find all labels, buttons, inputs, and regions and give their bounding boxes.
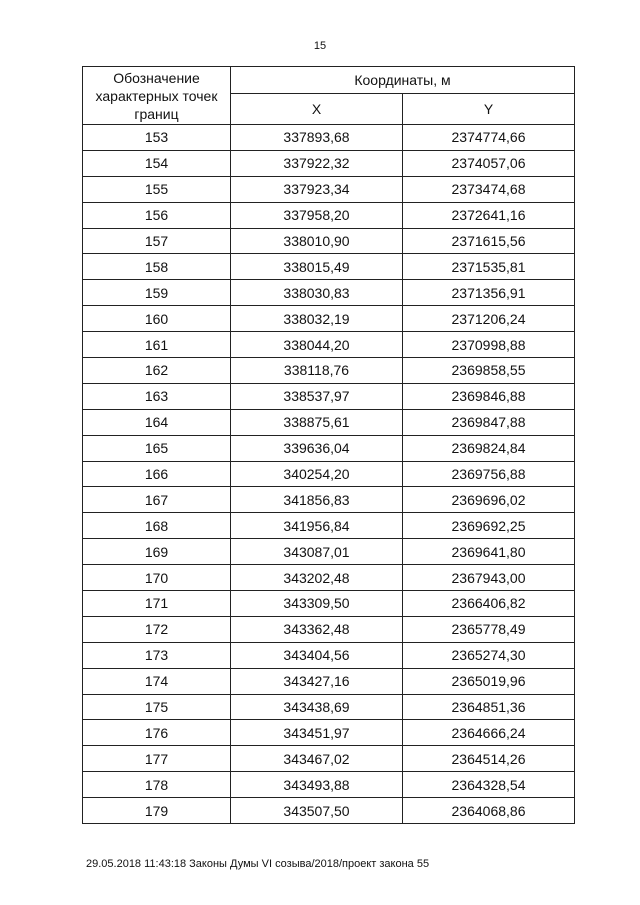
table-row (83, 591, 575, 617)
y-coordinate-cell: 2369692,25 (403, 513, 575, 539)
y-coordinate-cell: 2370998,88 (403, 332, 575, 358)
x-coordinate-cell: 337922,32 (231, 150, 403, 176)
point-id-cell: 173 (83, 642, 231, 668)
table-row (83, 539, 575, 565)
y-coordinate-cell: 2364851,36 (403, 694, 575, 720)
y-coordinate-cell: 2364328,54 (403, 772, 575, 798)
point-id-cell: 158 (83, 254, 231, 280)
point-id-cell: 164 (83, 409, 231, 435)
y-coordinate-cell: 2365778,49 (403, 616, 575, 642)
y-coordinate-cell: 2369824,84 (403, 435, 575, 461)
x-coordinate-cell: 338537,97 (231, 383, 403, 409)
x-coordinate-cell: 343507,50 (231, 798, 403, 824)
point-id-cell: 155 (83, 176, 231, 202)
point-id-cell: 161 (83, 332, 231, 358)
table-row (83, 694, 575, 720)
table-row (83, 565, 575, 591)
table-row (83, 616, 575, 642)
table-row (83, 228, 575, 254)
x-coordinate-cell: 340254,20 (231, 461, 403, 487)
x-coordinate-cell: 339636,04 (231, 435, 403, 461)
table-row (83, 746, 575, 772)
point-id-cell: 169 (83, 539, 231, 565)
header-y: Y (403, 94, 575, 125)
x-coordinate-cell: 338044,20 (231, 332, 403, 358)
point-id-cell: 166 (83, 461, 231, 487)
x-coordinate-cell: 337958,20 (231, 202, 403, 228)
x-coordinate-cell: 338030,83 (231, 280, 403, 306)
point-id-cell: 157 (83, 228, 231, 254)
point-id-cell: 167 (83, 487, 231, 513)
x-coordinate-cell: 338032,19 (231, 306, 403, 332)
table-row (83, 642, 575, 668)
x-coordinate-cell: 343438,69 (231, 694, 403, 720)
table-row (83, 513, 575, 539)
point-id-cell: 178 (83, 772, 231, 798)
table-row (83, 383, 575, 409)
table-row (83, 125, 575, 151)
table-row (83, 176, 575, 202)
y-coordinate-cell: 2369847,88 (403, 409, 575, 435)
table-row (83, 150, 575, 176)
point-id-cell: 175 (83, 694, 231, 720)
point-id-cell: 171 (83, 591, 231, 617)
table-row (83, 798, 575, 824)
point-id-cell: 162 (83, 358, 231, 384)
y-coordinate-cell: 2367943,00 (403, 565, 575, 591)
x-coordinate-cell: 338875,61 (231, 409, 403, 435)
point-id-cell: 156 (83, 202, 231, 228)
point-id-cell: 172 (83, 616, 231, 642)
x-coordinate-cell: 338010,90 (231, 228, 403, 254)
header-point-id: Обозначение характерных точек границ (83, 67, 231, 125)
x-coordinate-cell: 343404,56 (231, 642, 403, 668)
y-coordinate-cell: 2373474,68 (403, 176, 575, 202)
y-coordinate-cell: 2371356,91 (403, 280, 575, 306)
x-coordinate-cell: 343087,01 (231, 539, 403, 565)
point-id-cell: 159 (83, 280, 231, 306)
footer-stamp: 29.05.2018 11:43:18 Законы Думы VI созыва/2018/проект закона 55 (86, 858, 430, 870)
y-coordinate-cell: 2371615,56 (403, 228, 575, 254)
point-id-cell: 153 (83, 125, 231, 151)
table-row (83, 461, 575, 487)
x-coordinate-cell: 341956,84 (231, 513, 403, 539)
y-coordinate-cell: 2371206,24 (403, 306, 575, 332)
point-id-cell: 163 (83, 383, 231, 409)
point-id-cell: 179 (83, 798, 231, 824)
table-row (83, 409, 575, 435)
y-coordinate-cell: 2366406,82 (403, 591, 575, 617)
page-number: 15 (313, 40, 327, 52)
point-id-cell: 160 (83, 306, 231, 332)
coordinates-table (82, 66, 575, 824)
y-coordinate-cell: 2374774,66 (403, 125, 575, 151)
point-id-cell: 170 (83, 565, 231, 591)
y-coordinate-cell: 2369641,80 (403, 539, 575, 565)
y-coordinate-cell: 2369858,55 (403, 358, 575, 384)
y-coordinate-cell: 2364514,26 (403, 746, 575, 772)
point-id-cell: 177 (83, 746, 231, 772)
table-row (83, 358, 575, 384)
point-id-cell: 154 (83, 150, 231, 176)
y-coordinate-cell: 2372641,16 (403, 202, 575, 228)
x-coordinate-cell: 337893,68 (231, 125, 403, 151)
point-id-cell: 168 (83, 513, 231, 539)
y-coordinate-cell: 2371535,81 (403, 254, 575, 280)
y-coordinate-cell: 2369696,02 (403, 487, 575, 513)
table-row (83, 435, 575, 461)
y-coordinate-cell: 2369846,88 (403, 383, 575, 409)
table-row (83, 280, 575, 306)
x-coordinate-cell: 343202,48 (231, 565, 403, 591)
table-row (83, 332, 575, 358)
y-coordinate-cell: 2364068,86 (403, 798, 575, 824)
table-row (83, 254, 575, 280)
x-coordinate-cell: 343467,02 (231, 746, 403, 772)
y-coordinate-cell: 2364666,24 (403, 720, 575, 746)
table-body (83, 125, 575, 824)
table-row (83, 720, 575, 746)
header-coordinates: Координаты, м (231, 67, 575, 94)
x-coordinate-cell: 343427,16 (231, 668, 403, 694)
point-id-cell: 176 (83, 720, 231, 746)
table-row (83, 668, 575, 694)
table-header (83, 67, 575, 125)
table-row (83, 487, 575, 513)
x-coordinate-cell: 338015,49 (231, 254, 403, 280)
x-coordinate-cell: 338118,76 (231, 358, 403, 384)
x-coordinate-cell: 343493,88 (231, 772, 403, 798)
x-coordinate-cell: 337923,34 (231, 176, 403, 202)
y-coordinate-cell: 2369756,88 (403, 461, 575, 487)
x-coordinate-cell: 343362,48 (231, 616, 403, 642)
table-row (83, 202, 575, 228)
header-x: X (231, 94, 403, 125)
table-row (83, 772, 575, 798)
y-coordinate-cell: 2365274,30 (403, 642, 575, 668)
point-id-cell: 165 (83, 435, 231, 461)
x-coordinate-cell: 343451,97 (231, 720, 403, 746)
y-coordinate-cell: 2374057,06 (403, 150, 575, 176)
table-row (83, 306, 575, 332)
y-coordinate-cell: 2365019,96 (403, 668, 575, 694)
point-id-cell: 174 (83, 668, 231, 694)
x-coordinate-cell: 341856,83 (231, 487, 403, 513)
x-coordinate-cell: 343309,50 (231, 591, 403, 617)
